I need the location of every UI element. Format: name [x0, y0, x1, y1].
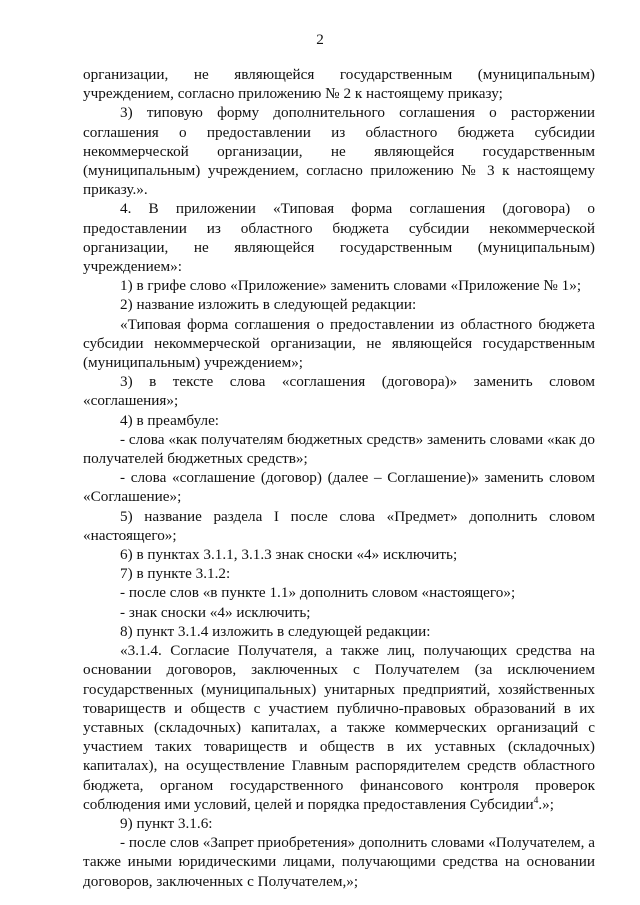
page-number: 2	[316, 31, 324, 48]
paragraph-2: 3) типовую форму дополнительного соглашения о расторжении соглашения о предоставлении из областного бюджета субсидии некоммерческой организации, не являющейся государственным (муниципальным) учреждением, согласно приложению № 3 к настоящему приказу.».	[83, 104, 595, 199]
paragraph-16: 8) пункт 3.1.4 изложить в следующей редакции:	[120, 622, 431, 640]
paragraph-19: - после слов «Запрет приобретения» дополнить словами «Получателем, а также иными юридическими лицами, получающими средства на основании договоров, заключенных с Получателем,»;	[83, 834, 595, 890]
paragraph-13: 7) в пункте 3.1.2:	[120, 565, 231, 583]
paragraph-14: - после слов «в пункте 1.1» дополнить словом «настоящего»;	[120, 584, 516, 602]
paragraph-9: - слова «как получателям бюджетных средств» заменить словами «как до получателей бюджетных средств»;	[83, 430, 595, 468]
paragraph-1: организации, не являющейся государственным (муниципальным) учреждением, согласно приложению № 2 к настоящему приказу;	[83, 66, 595, 103]
paragraph-15: - знак сноски «4» исключить;	[120, 603, 311, 621]
paragraph-11: 5) название раздела I после слова «Предмет» дополнить словом «настоящего»;	[83, 507, 595, 544]
footnote-marker: 4	[533, 795, 539, 806]
paragraph-10: - слова «соглашение (договор) (далее – Соглашение)» заменить словом «Соглашение»;	[83, 469, 595, 506]
paragraph-17-text: «3.1.4. Согласие Получателя, а также лиц, получающих средства на основании договоров, заключенных с Получателем (за исключением государственных (муниципальных) унитарных предприятий, хозяйственных товариществ и обществ с участием публично-правовых образований в их уставных (складочных) капиталах, а также коммерческих организаций с участием таких товариществ и обществ в их уставных (складочных) капиталах), на осуществление Главным распорядителем средств областного бюджета, органом государственного финансового контроля проверок соблюдения ими условий, целей и порядка предоставления Субсидии	[83, 642, 595, 813]
document-body	[83, 65, 595, 891]
paragraph-7: 3) в тексте слова «соглашения (договора)» заменить словом «соглашения»;	[83, 373, 595, 410]
paragraph-8: 4) в преамбуле:	[120, 411, 220, 429]
paragraph-6: «Типовая форма соглашения о предоставлении из областного бюджета субсидии некоммерческой организации, не являющейся государственным (муниципальным) учреждением»;	[83, 315, 595, 372]
paragraph-5: 2) название изложить в следующей редакции:	[120, 296, 417, 314]
paragraph-17-ending: .»;	[538, 795, 554, 813]
paragraph-4: 1) в грифе слово «Приложение» заменить словами «Приложение № 1»;	[120, 277, 582, 295]
paragraph-18: 9) пункт 3.1.6:	[120, 814, 213, 832]
paragraph-3: 4. В приложении «Типовая форма соглашения (договора) о предоставлении из областного бюджета субсидии некоммерческой организации, не являющейся государственным (муниципальным) учреждением»:	[83, 200, 595, 276]
paragraph-17	[83, 641, 595, 814]
paragraph-12: 6) в пунктах 3.1.1, 3.1.3 знак сноски «4» исключить;	[120, 546, 458, 564]
